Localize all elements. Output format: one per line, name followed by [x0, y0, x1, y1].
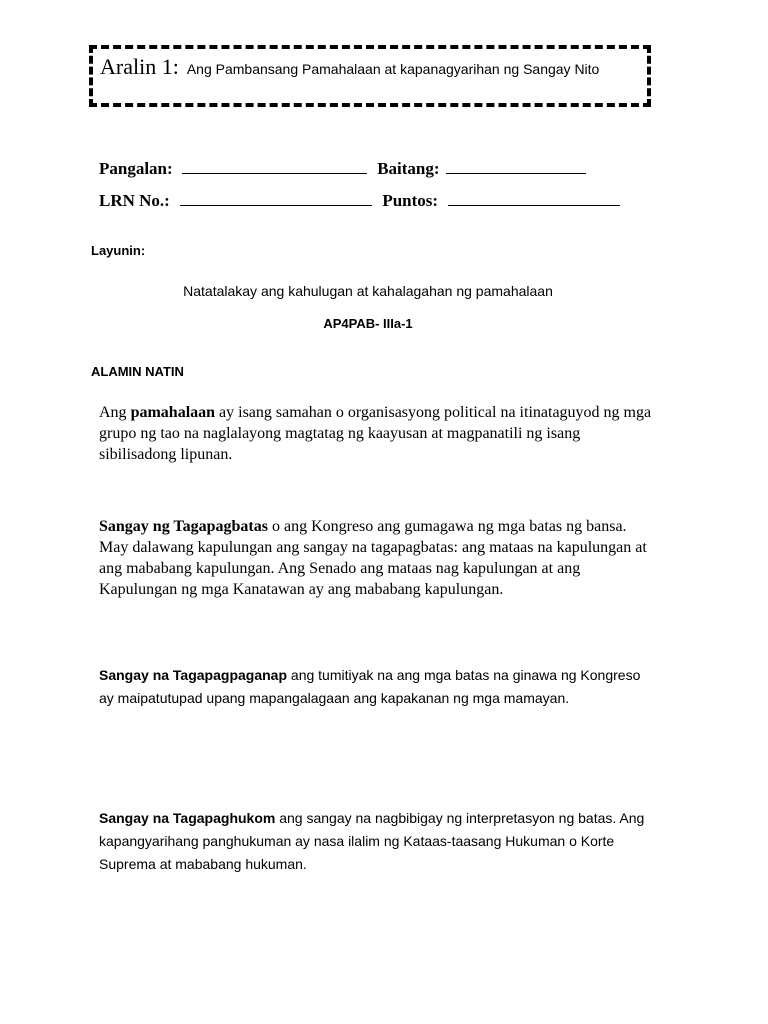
competency-code: AP4PAB- IIIa-1 [323, 316, 413, 331]
name-label: Pangalan: [99, 159, 173, 178]
section-heading: ALAMIN NATIN [91, 364, 184, 379]
grade-blank[interactable] [446, 158, 586, 174]
name-blank[interactable] [182, 158, 367, 174]
term-tagapagpaganap: Sangay na Tagapagpaganap [99, 667, 288, 683]
term-tagapagbatas: Sangay ng Tagapagbatas [99, 518, 268, 535]
paragraph-prefix: Ang [99, 404, 131, 421]
grade-label: Baitang: [377, 159, 440, 178]
term-pamahalaan: pamahalaan [130, 404, 216, 421]
score-blank[interactable] [448, 190, 620, 206]
lrn-label: LRN No.: [99, 191, 170, 210]
paragraph-tagapagbatas [99, 516, 659, 600]
paragraph-body: ang tumitiyak na ang mga batas na ginawa ng Kongreso ay maipatutupad upang mapangalagaan ang kapakanan ng mga mamayan. [99, 667, 641, 706]
paragraph-tagapagpaganap [99, 664, 659, 710]
paragraph-body: ay isang samahan o organisasyong political na itinataguyod ng mga grupo ng tao na naglalayong magtatag ng kaayusan at magpanatili ng isang sibilisadong lipunan. [99, 404, 652, 463]
student-info-row-2 [99, 190, 620, 211]
paragraph-tagapaghukom [99, 807, 659, 876]
lesson-title-text: Ang Pambansang Pamahalaan at kapanagyarihan ng Sangay Nito [186, 61, 600, 77]
lesson-title [100, 54, 599, 80]
objectives-label: Layunin: [91, 243, 146, 258]
score-label: Puntos: [382, 191, 439, 210]
paragraph-body: o ang Kongreso ang gumagawa ng mga batas ng bansa. May dalawang kapulungan ang sangay na tagapagbatas: ang mataas na kapulungan at ang mababang kapulungan. Ang Senado ang mataas nag kapulungan at ang Kapulungan ng mga Kanatawan ay ang mababang kapulungan. [99, 518, 647, 598]
paragraph-body: ang sangay na nagbibigay ng interpretasyon ng batas. Ang kapangyarihang panghukuman ay nasa ilalim ng Kataas-taasang Hukuman o Korte Suprema at mababang hukuman. [99, 810, 645, 872]
objective-text: Natatalakay ang kahulugan at kahalagahan ng pamahalaan [183, 283, 553, 299]
lrn-blank[interactable] [180, 190, 372, 206]
lesson-number: Aralin 1: [100, 54, 179, 79]
term-tagapaghukom: Sangay na Tagapaghukom [99, 810, 276, 826]
paragraph-pamahalaan [99, 402, 659, 465]
student-info-row-1 [99, 158, 586, 179]
